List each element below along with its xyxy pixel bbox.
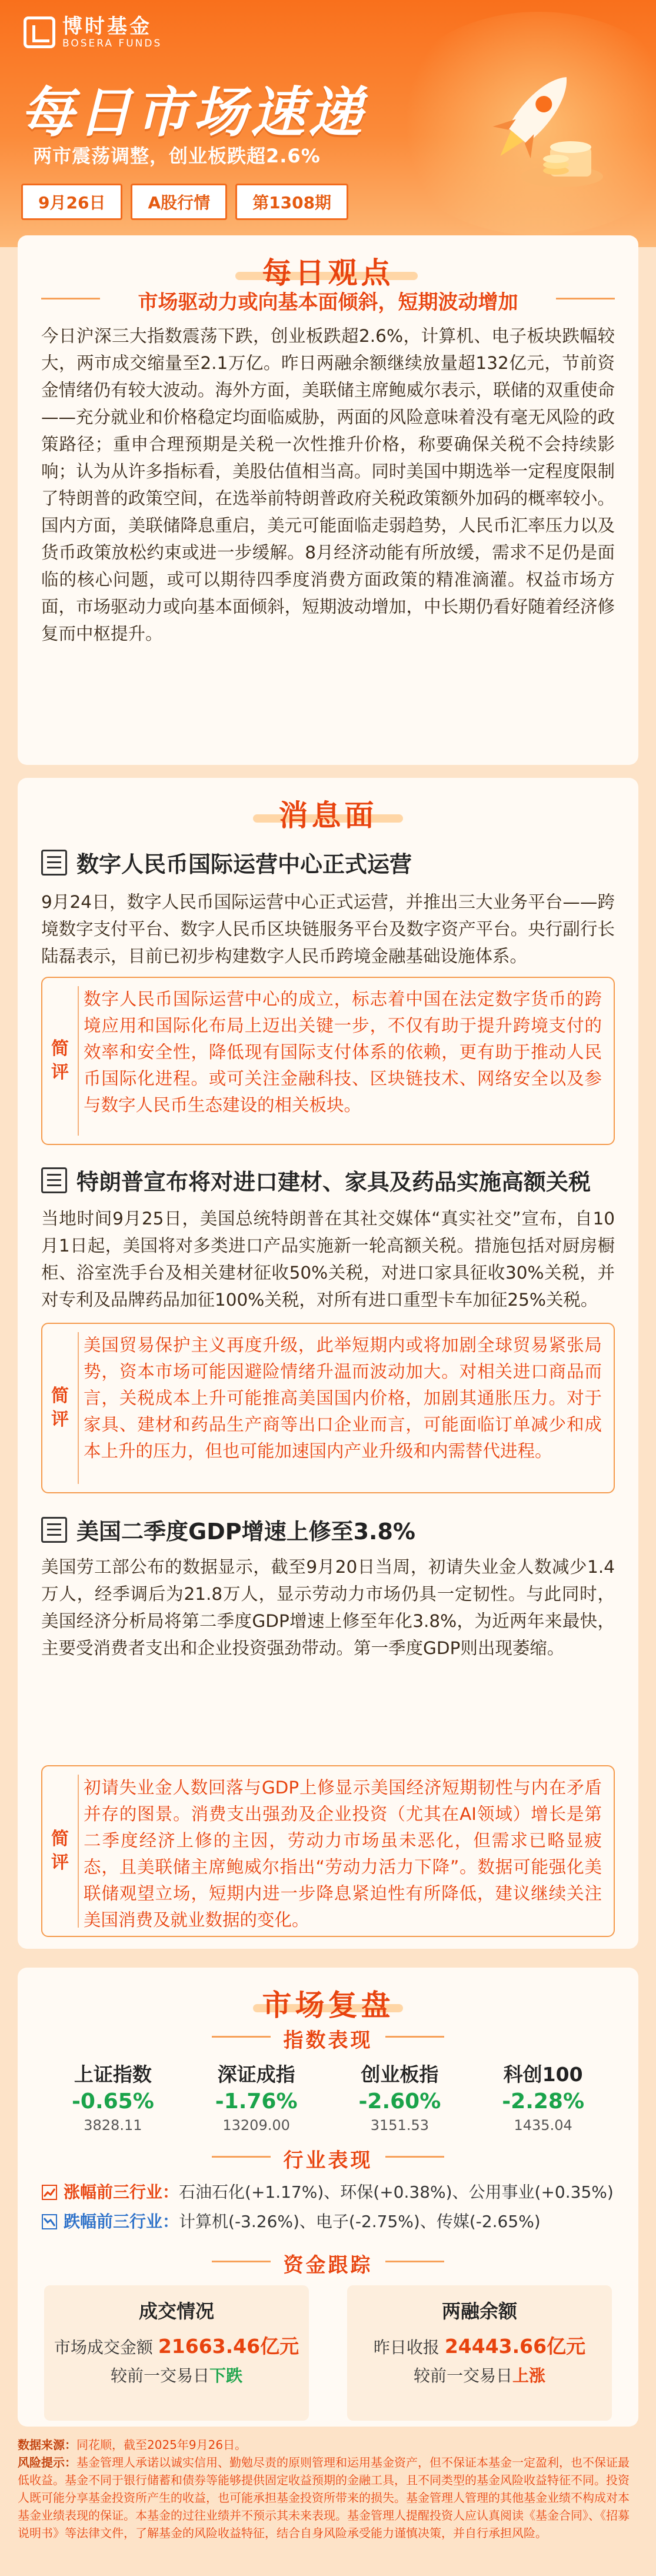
footer-disclaimer — [18, 2436, 638, 2542]
index-change: -2.60% — [358, 2089, 441, 2114]
index-change: -1.76% — [215, 2089, 298, 2114]
comment-label: 简 评 — [51, 1829, 69, 1873]
risk-label: 风险提示： — [18, 2455, 76, 2470]
industry-up-values: 石油石化(+1.17%)、环保(+0.38%)、公用事业(+0.35%) — [179, 2182, 614, 2202]
index-value: 1435.04 — [514, 2117, 572, 2134]
bosera-logo-icon — [24, 16, 55, 48]
daily-view-body: 今日沪深三大指数震荡下跌，创业板跌超2.6%，计算机、电子板块跌幅较大，两市成交缩量至2.1万亿。昨日两融余额继续放量超132亿元，节前资金情绪仍有较大波动。海外方面，美联储主席鲍威尔表示，联储的双重使命——充分就业和价格稳定均面临威胁，两面的风险意味着没有毫无风险的政策路径；重申合理预期是关税一次性推升价格，称要确保关税不会持续影响；认为从许多指标看，美股估值相当高。同时美国中期选举一定程度限制了特朗普的政策空间，在选举前特朗普政府关税政策额外加码的概率较小。国内方面，美联储降息重启，美元可能面临走弱趋势，人民币汇率压力以及货币政策放松约束或进一步缓解。8月经济动能有所放缓，需求不足仍是面临的核心问题，或可以期待四季度消费方面政策的精准滴灌。权益市场方面，市场驱动力或向基本面倾斜，短期波动增加，中长期仍看好随着经济修复而中枢提升。 — [41, 326, 615, 644]
issue-tag-bar — [21, 184, 348, 220]
news-item-2-comment — [41, 1323, 615, 1493]
news-item-1-body: 9月24日，数字人民币国际运营中心正式运营，并推出三大业务平台——跨境数字支付平台、数字人民币区块链服务平台及数字资产平台。央行副行长陆磊表示，目前已初步构建数字人民币跨境金融基础设施体系。 — [41, 892, 615, 966]
news-item-1-comment-text: 数字人民币国际运营中心的成立，标志着中国在法定数字货币的跨境应用和国际化布局上迈出关键一步，不仅有助于提升跨境支付的效率和安全性，降低现有国际支付体系的依赖，更有助于推动人民币国际化进程。或可关注金融科技、区块链技术、网络安全以及参与数字人民币生态建设的相关板块。 — [84, 989, 602, 1115]
index-change: -0.65% — [71, 2089, 154, 2114]
news-card — [18, 778, 638, 1778]
margin-direction: 上涨 — [512, 2366, 546, 2385]
news-item-3-title: 美国二季度GDP增速上修至3.8% — [76, 1519, 415, 1545]
news-item-3-comment — [41, 1765, 615, 1937]
turnover-label: 市场成交金额 — [54, 2338, 153, 2357]
source-text: 同花顺，截至2025年9月26日。 — [76, 2438, 247, 2452]
news-item-2-title: 特朗普宣布将对进口建材、家具及药品实施高额关税 — [76, 1169, 591, 1195]
index-name: 上证指数 — [74, 2063, 152, 2086]
turnover-compare: 较前一交易日 — [110, 2366, 209, 2385]
margin-box — [347, 2285, 612, 2421]
news-card-continuation — [18, 1765, 638, 1949]
news-item-1-comment — [41, 977, 615, 1145]
turnover-direction: 下跌 — [209, 2366, 243, 2385]
comment-label: 简 评 — [51, 1386, 69, 1430]
news-item-2-body: 当地时间9月25日，美国总统特朗普在其社交媒体“真实社交”宣布，自10月1日起，美国将对多类进口产品实施新一轮高额关税。措施包括对厨房橱柜、浴室洗手台及相关建材征收50%关税，对进口家具征收30%关税，并对专利及品牌药品加征100%关税，对所有进口重型卡车加征25%关税。 — [41, 1209, 615, 1310]
index-value: 13209.00 — [222, 2117, 290, 2134]
source-label: 数据来源： — [18, 2438, 76, 2452]
comment-label: 简 评 — [51, 1039, 69, 1083]
news-item-2-header — [41, 1164, 615, 1196]
index-name: 科创100 — [503, 2063, 583, 2086]
industry-performance-title: 行业表现 — [283, 2149, 373, 2172]
trend-up-icon — [41, 2184, 58, 2201]
news-item-1-header — [41, 846, 615, 878]
turnover-head: 成交情况 — [138, 2300, 214, 2322]
news-section-title: 消息面 — [278, 798, 378, 833]
index-value: 3828.11 — [84, 2117, 142, 2134]
risk-text: 基金管理人承诺以诚实信用、勤勉尽责的原则管理和运用基金资产，但不保证本基金一定盈利，也不保证最低收益。基金不同于银行储蓄和债券等能够提供固定收益预期的金融工具，且不同类型的基金风险收益特征不同。投资人既可能分享基金投资所产生的收益，也可能承担基金投资所带来的损失。基金管理人管理的其他基金业绩不构成对本基金业绩表现的保证。本基金的过往业绩并不预示其未来表现。基金管理人提醒投资人应认真阅读《基金合同》、《招募说明书》等法律文件，了解基金的风险收益特征，结合自身风险承受能力谨慎决策，并自行承担风险。 — [18, 2455, 630, 2540]
market-card — [18, 1968, 638, 2427]
margin-value: 24443.66亿元 — [444, 2335, 586, 2358]
brand-name-en: BOSERA FUNDS — [62, 38, 162, 49]
index-name: 深证成指 — [217, 2063, 295, 2086]
industry-down-label: 跌幅前三行业： — [64, 2212, 179, 2231]
margin-label: 昨日收报 — [373, 2338, 439, 2357]
index-value: 3151.53 — [370, 2117, 429, 2134]
news-item-3-comment-text: 初请失业金人数回落与GDP上修显示美国经济短期韧性与内在矛盾并存的图景。消费支出强劲及企业投资（尤其在AI领域）增长是第二季度经济上修的主因，劳动力市场虽未恶化，但需求已略显疲态，且美联储主席鲍威尔指出“劳动力活力下降”。数据可能强化美联储观望立场，短期内进一步降息紧迫性有所降低，建议继续关注美国消费及就业数据的变化。 — [84, 1778, 602, 1930]
page-subtitle: 两市震荡调整，创业板跌超2.6% — [33, 145, 321, 167]
news-item-3-body: 美国劳工部公布的数据显示，截至9月20日当周，初请失业金人数减少1.4万人，经季调后为21.8万人，显示劳动力市场仍具一定韧性。与此同时，美国经济分析局将第二季度GDP增速上修至年化3.8%，为近两年来最快，主要受消费者支出和企业投资强劲带动。第一季度GDP则出现萎缩。 — [41, 1557, 615, 1658]
daily-view-title: 每日观点 — [262, 256, 394, 290]
fund-tracking-title: 资金跟踪 — [283, 2254, 373, 2277]
page-title: 每日市场速递 — [20, 81, 367, 144]
margin-compare: 较前一交易日 — [413, 2366, 512, 2385]
document-icon — [41, 850, 67, 876]
news-item-2-comment-text: 美国贸易保护主义再度升级，此举短期内或将加剧全球贸易紧张局势，资本市场可能因避险情绪升温而波动加大。对相关进口商品而言，关税成本上升可能推高美国国内价格，加剧其通胀压力。对于家具、建材和药品生产商等出口企业而言，可能面临订单减少和成本上升的压力，但也可能加速国内产业升级和内需替代进程。 — [84, 1335, 602, 1461]
index-item — [189, 2062, 324, 2135]
hero-header — [0, 0, 656, 247]
rocket-illustration-icon — [462, 53, 615, 206]
brand-logo — [24, 15, 162, 49]
news-item-1-title: 数字人民币国际运营中心正式运营 — [76, 851, 412, 877]
index-item — [475, 2062, 611, 2135]
document-icon — [41, 1167, 67, 1193]
category-tag: A股行情 — [131, 184, 227, 220]
issue-tag: 第1308期 — [235, 184, 348, 220]
index-name: 创业板指 — [361, 2063, 439, 2086]
index-item — [332, 2062, 467, 2135]
industry-up-label: 涨幅前三行业： — [64, 2182, 179, 2202]
date-tag: 9月26日 — [21, 184, 122, 220]
index-grid — [41, 2062, 615, 2135]
brand-name-cn: 博时基金 — [62, 15, 152, 38]
daily-view-subtitle: 市场驱动力或向基本面倾斜，短期波动增加 — [138, 291, 518, 314]
industry-down-values: 计算机(-3.26%)、电子(-2.75%)、传媒(-2.65%) — [179, 2212, 541, 2231]
document-icon — [41, 1517, 67, 1543]
news-item-3-header — [41, 1513, 615, 1546]
industry-up-row — [41, 2179, 615, 2205]
margin-head: 两融余额 — [441, 2300, 517, 2322]
trend-down-icon — [41, 2214, 58, 2230]
index-performance-title: 指数表现 — [283, 2029, 373, 2052]
industry-down-row — [41, 2209, 615, 2235]
index-item — [45, 2062, 181, 2135]
turnover-box — [44, 2285, 309, 2421]
turnover-value: 21663.46亿元 — [158, 2335, 299, 2358]
market-section-title: 市场复盘 — [262, 1988, 394, 2022]
index-change: -2.28% — [502, 2089, 585, 2114]
daily-view-card — [18, 235, 638, 765]
